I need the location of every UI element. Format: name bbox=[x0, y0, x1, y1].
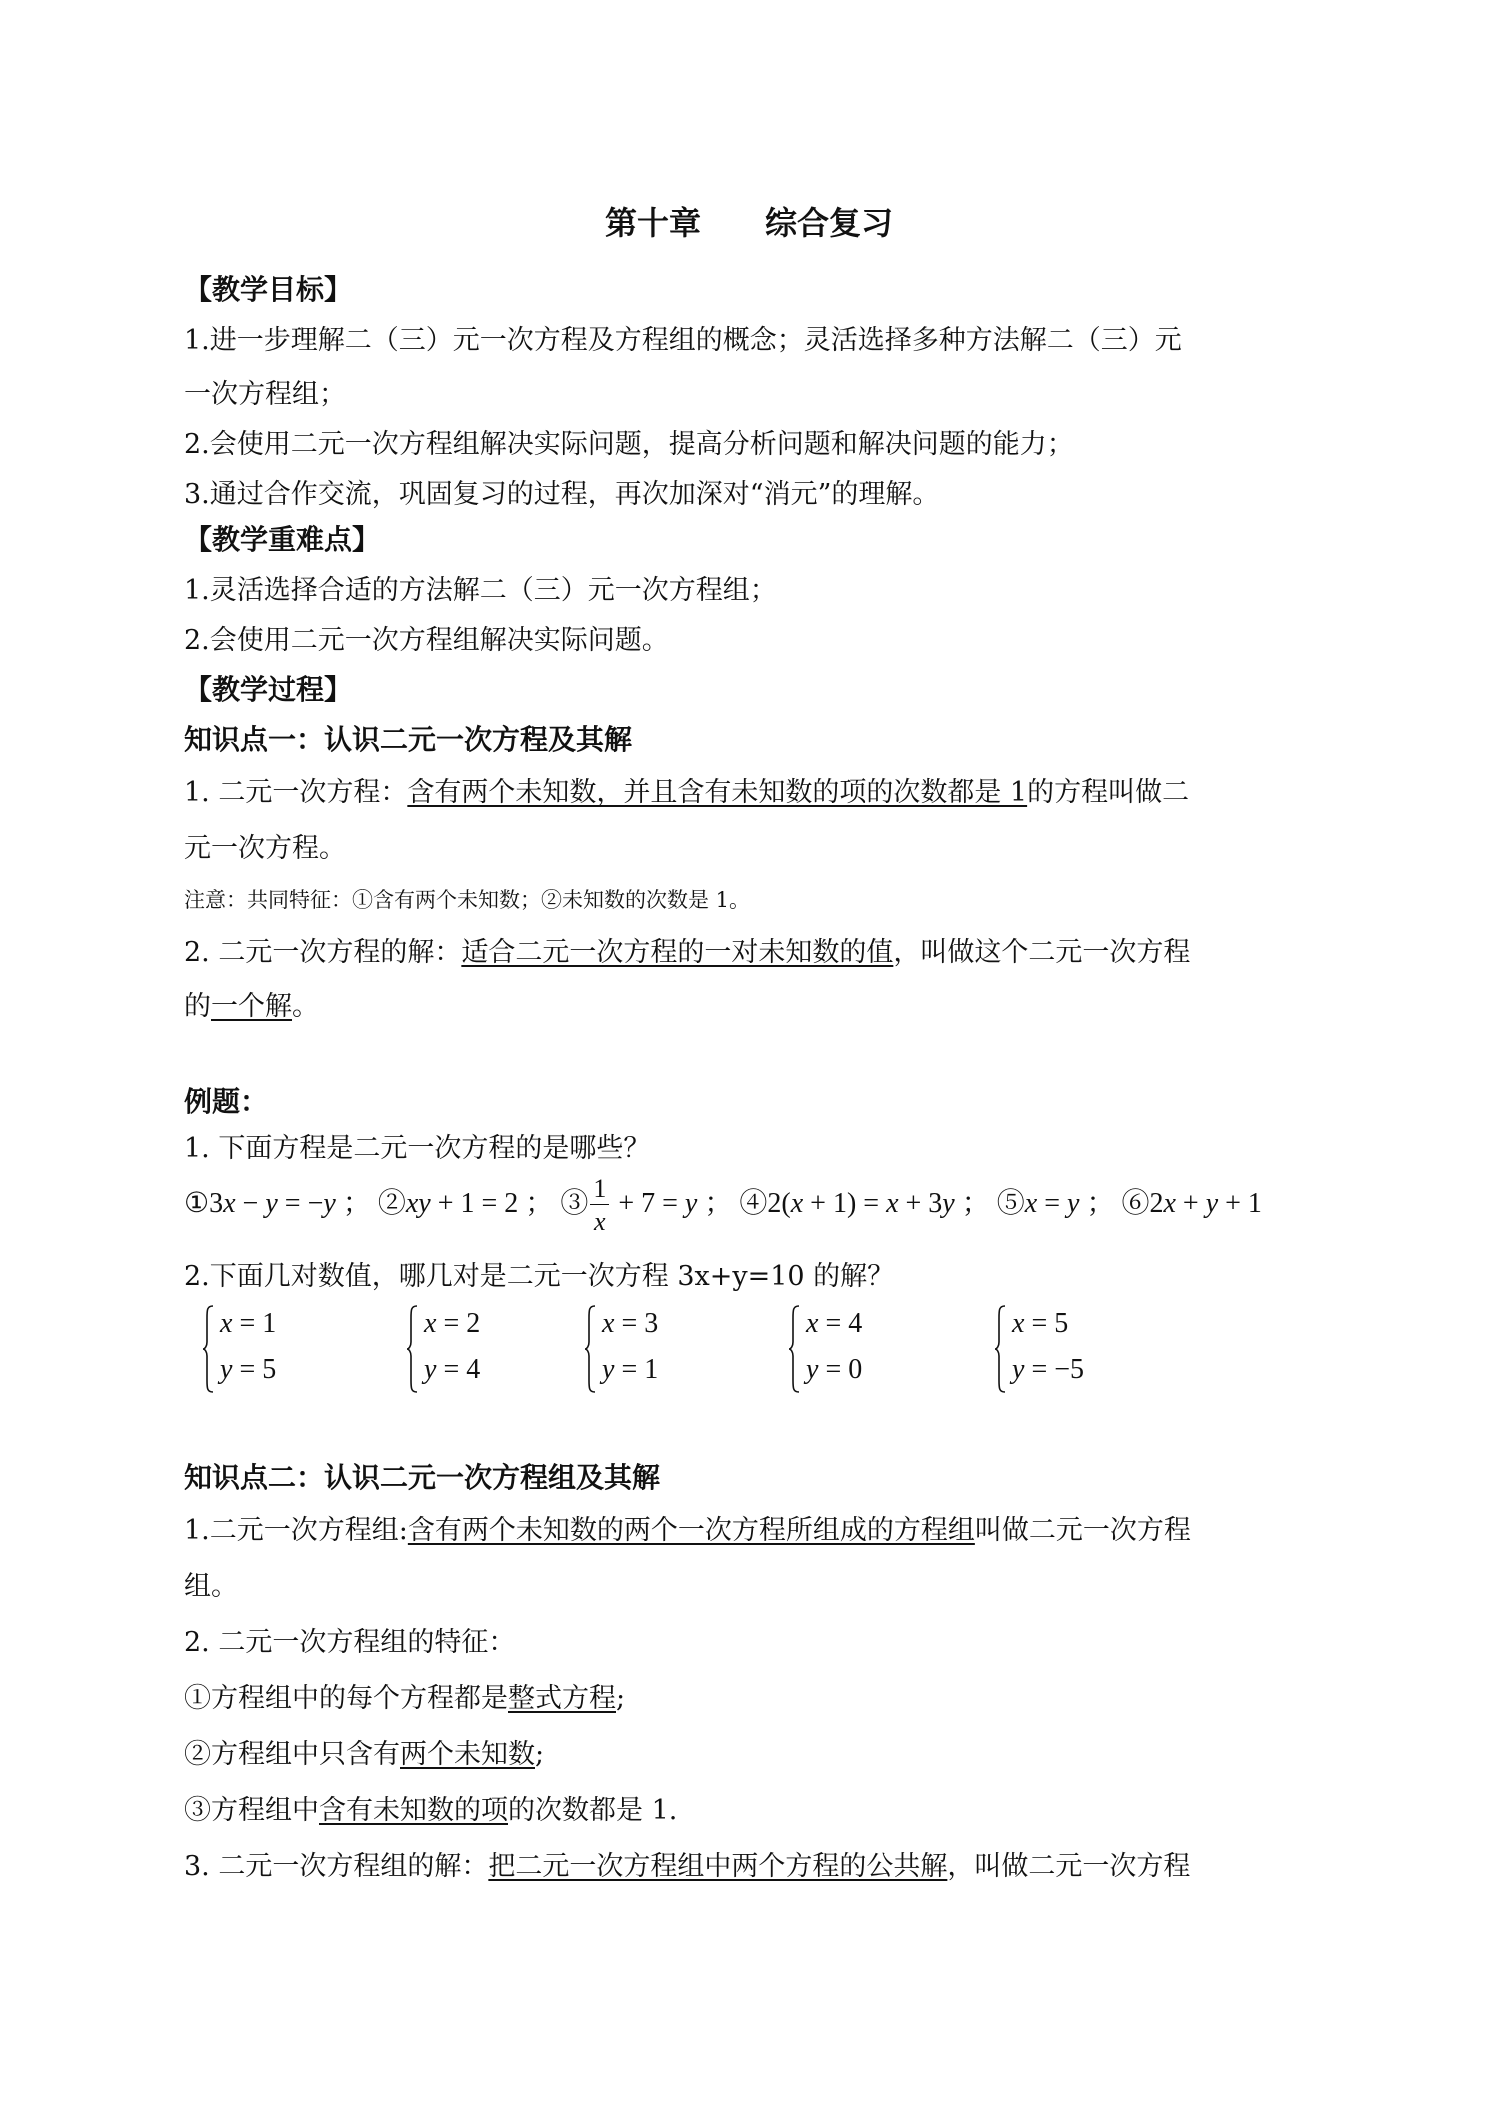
pair-x-var: x bbox=[424, 1308, 437, 1339]
eq1-var: y bbox=[323, 1187, 336, 1219]
eq3-fraction bbox=[590, 1176, 609, 1235]
eq4 bbox=[739, 1188, 996, 1219]
k1-def1-prefix: 1. 二元一次方程： bbox=[184, 777, 408, 808]
pair-x-value: = 2 bbox=[443, 1308, 481, 1339]
k1-definition-1 bbox=[184, 770, 1189, 809]
eq3-denominator bbox=[590, 1205, 609, 1235]
eq2-number: ② bbox=[377, 1187, 406, 1219]
example-question-2: 2.下面几对数值，哪几对是二元一次方程 3x+y=10 的解？ bbox=[184, 1261, 895, 1292]
eq-separator: ； bbox=[335, 1187, 371, 1219]
knowledge-point-2-heading: 知识点二：认识二元一次方程组及其解 bbox=[184, 1461, 661, 1494]
k2-f3-suffix: 的次数都是 1. bbox=[508, 1795, 678, 1826]
eq6 bbox=[1121, 1188, 1261, 1219]
k1-def1-underline: 含有两个未知数，并且含有未知数的项的次数都是 1 bbox=[407, 777, 1028, 808]
page-title: 第十章 综合复习 bbox=[604, 204, 893, 242]
pair-x-value: = 3 bbox=[621, 1308, 659, 1339]
eq4-part: 2( bbox=[767, 1187, 791, 1219]
eq5-var: y bbox=[1067, 1187, 1080, 1219]
eq4-var: x bbox=[790, 1187, 804, 1219]
goals-item-2: 2.会使用二元一次方程组解决实际问题，提高分析问题和解决问题的能力； bbox=[184, 429, 1074, 460]
eq6-part: + 1 bbox=[1218, 1187, 1262, 1219]
eq4-var: y bbox=[942, 1187, 955, 1219]
k2-definition-1-line-2: 组。 bbox=[184, 1571, 238, 1602]
eq1 bbox=[184, 1188, 378, 1219]
eq3-part: + 7 = bbox=[611, 1187, 685, 1219]
k1-def2-suffix: ，叫做这个二元一次方程 bbox=[893, 937, 1191, 968]
k2-definition-1 bbox=[184, 1508, 1191, 1547]
pair-x-var: x bbox=[806, 1308, 819, 1339]
pair-x-var: x bbox=[602, 1308, 615, 1339]
k1-def2-underline: 适合二元一次方程的一对未知数的值 bbox=[461, 937, 894, 968]
pair-x-line bbox=[1012, 1308, 1068, 1340]
k1-def2-line2-underline: 一个解 bbox=[211, 991, 292, 1022]
pair-y-var: y bbox=[806, 1354, 819, 1385]
k2-f2-suffix: ; bbox=[535, 1739, 545, 1770]
k1-definition-2 bbox=[184, 930, 1190, 969]
k2-f3-prefix: ③方程组中 bbox=[184, 1795, 319, 1826]
goals-item-1-line-1: 1.进一步理解二（三）元一次方程及方程组的概念；灵活选择多种方法解二（三）元 bbox=[184, 325, 1182, 356]
eq-separator: ； bbox=[518, 1187, 554, 1219]
pair-x-line bbox=[806, 1308, 862, 1340]
eq1-part: = − bbox=[277, 1187, 324, 1219]
k1-note: 注意：共同特征：①含有两个未知数；②未知数的次数是 1。 bbox=[184, 888, 751, 912]
eq1-number: ① bbox=[184, 1187, 210, 1219]
k2-feature-3 bbox=[184, 1788, 677, 1827]
pair-y-line bbox=[602, 1354, 658, 1386]
k1-definition-2-line-2 bbox=[184, 984, 319, 1023]
process-heading: 【教学过程】 bbox=[184, 673, 353, 706]
keypoints-item-1: 1.灵活选择合适的方法解二（三）元一次方程组； bbox=[184, 575, 777, 606]
solution-pair-1 bbox=[202, 1304, 342, 1394]
k1-def2-line2-prefix: 的 bbox=[184, 991, 211, 1022]
eq2 bbox=[378, 1188, 560, 1219]
eq4-part: + 3 bbox=[898, 1187, 943, 1219]
pair-y-var: y bbox=[1012, 1354, 1025, 1385]
k2-def3-underline: 把二元一次方程组中两个方程的公共解 bbox=[488, 1851, 948, 1882]
eq2-part: + 1 = 2 bbox=[430, 1187, 519, 1219]
pair-x-value: = 1 bbox=[239, 1308, 277, 1339]
k2-f1-suffix: ; bbox=[616, 1683, 626, 1714]
k1-definition-1-line-2: 元一次方程。 bbox=[184, 833, 346, 864]
pair-y-var: y bbox=[220, 1354, 233, 1385]
brace-icon bbox=[202, 1304, 214, 1394]
equation-list bbox=[184, 1176, 1262, 1235]
eq4-var: x bbox=[886, 1187, 899, 1219]
pair-y-value: = −5 bbox=[1031, 1354, 1085, 1385]
solution-pair-5 bbox=[994, 1304, 1134, 1394]
goals-item-1-line-2: 一次方程组； bbox=[184, 379, 346, 410]
eq5 bbox=[997, 1188, 1122, 1219]
pair-x-value: = 5 bbox=[1031, 1308, 1069, 1339]
eq6-number: ⑥ bbox=[1121, 1187, 1150, 1219]
k2-f3-underline: 含有未知数的项 bbox=[319, 1795, 508, 1826]
k2-f1-underline: 整式方程 bbox=[508, 1683, 616, 1714]
eq6-part: + bbox=[1175, 1187, 1206, 1219]
k2-definition-3 bbox=[184, 1844, 1190, 1883]
pair-y-value: = 5 bbox=[239, 1354, 277, 1385]
pair-y-line bbox=[220, 1354, 276, 1386]
k2-def3-prefix: 3. 二元一次方程组的解： bbox=[184, 1851, 489, 1882]
eq3 bbox=[560, 1174, 739, 1236]
pair-x-line bbox=[602, 1308, 658, 1340]
pair-y-value: = 1 bbox=[621, 1354, 659, 1385]
k2-def3-suffix: ，叫做二元一次方程 bbox=[947, 1851, 1191, 1882]
eq5-part: = bbox=[1037, 1187, 1067, 1219]
pair-x-var: x bbox=[220, 1308, 233, 1339]
k2-def1-suffix: 叫做二元一次方程 bbox=[974, 1515, 1191, 1546]
eq-separator: ； bbox=[954, 1187, 990, 1219]
knowledge-point-1-heading: 知识点一：认识二元一次方程及其解 bbox=[184, 723, 633, 756]
eq4-number: ④ bbox=[739, 1187, 768, 1219]
eq1-var: y bbox=[265, 1187, 278, 1219]
k2-def1-prefix: 1.二元一次方程组: bbox=[184, 1515, 408, 1546]
eq6-part: 2 bbox=[1149, 1187, 1164, 1219]
goals-item-3: 3.通过合作交流，巩固复习的过程，再次加深对“消元”的理解。 bbox=[184, 479, 940, 510]
eq3-var: y bbox=[684, 1187, 698, 1219]
pair-y-line bbox=[1012, 1354, 1084, 1386]
brace-icon bbox=[584, 1304, 596, 1394]
eq1-part: 3 bbox=[209, 1187, 224, 1219]
k1-def2-prefix: 2. 二元一次方程的解： bbox=[184, 937, 462, 968]
k1-def2-line2-suffix: 。 bbox=[292, 991, 319, 1022]
k2-f2-prefix: ②方程组中只含有 bbox=[184, 1739, 400, 1770]
pair-y-var: y bbox=[424, 1354, 437, 1385]
eq3-den-var: x bbox=[594, 1207, 606, 1236]
eq-separator: ； bbox=[1079, 1187, 1115, 1219]
pair-y-value: = 4 bbox=[443, 1354, 481, 1385]
solution-pair-2 bbox=[406, 1304, 546, 1394]
k2-feature-2 bbox=[184, 1732, 544, 1771]
eq5-number: ⑤ bbox=[996, 1187, 1025, 1219]
pair-x-line bbox=[220, 1308, 276, 1340]
eq1-var: x bbox=[223, 1187, 236, 1219]
eq2-var: xy bbox=[405, 1187, 431, 1219]
brace-icon bbox=[406, 1304, 418, 1394]
goals-heading: 【教学目标】 bbox=[184, 273, 353, 306]
k2-f1-prefix: ①方程组中的每个方程都是 bbox=[184, 1683, 508, 1714]
eq6-var: y bbox=[1205, 1187, 1219, 1219]
pair-y-value: = 0 bbox=[825, 1354, 863, 1385]
eq5-var: x bbox=[1024, 1187, 1038, 1219]
k2-definition-2: 2. 二元一次方程组的特征： bbox=[184, 1627, 516, 1658]
brace-icon bbox=[788, 1304, 800, 1394]
k2-f2-underline: 两个未知数 bbox=[400, 1739, 535, 1770]
eq3-numerator: 1 bbox=[590, 1176, 609, 1205]
pair-x-value: = 4 bbox=[825, 1308, 863, 1339]
examples-heading: 例题： bbox=[184, 1085, 269, 1118]
pair-y-line bbox=[806, 1354, 862, 1386]
pair-x-line bbox=[424, 1308, 480, 1340]
keypoints-item-2: 2.会使用二元一次方程组解决实际问题。 bbox=[184, 625, 669, 656]
pair-y-line bbox=[424, 1354, 480, 1386]
eq6-var: x bbox=[1163, 1187, 1176, 1219]
k2-feature-1 bbox=[184, 1676, 625, 1715]
eq3-number: ③ bbox=[560, 1187, 589, 1219]
example-question-1: 1. 下面方程是二元一次方程的是哪些？ bbox=[184, 1133, 651, 1164]
pair-y-var: y bbox=[602, 1354, 615, 1385]
keypoints-heading: 【教学重难点】 bbox=[184, 523, 381, 556]
eq-separator: ； bbox=[697, 1187, 733, 1219]
pair-x-var: x bbox=[1012, 1308, 1025, 1339]
brace-icon bbox=[994, 1304, 1006, 1394]
eq1-part: − bbox=[235, 1187, 266, 1219]
k2-def1-underline: 含有两个未知数的两个一次方程所组成的方程组 bbox=[407, 1515, 975, 1546]
eq4-part: + 1) = bbox=[803, 1187, 887, 1219]
k1-def1-suffix: 的方程叫做二 bbox=[1027, 777, 1190, 808]
solution-pair-3 bbox=[584, 1304, 724, 1394]
solution-pair-4 bbox=[788, 1304, 928, 1394]
